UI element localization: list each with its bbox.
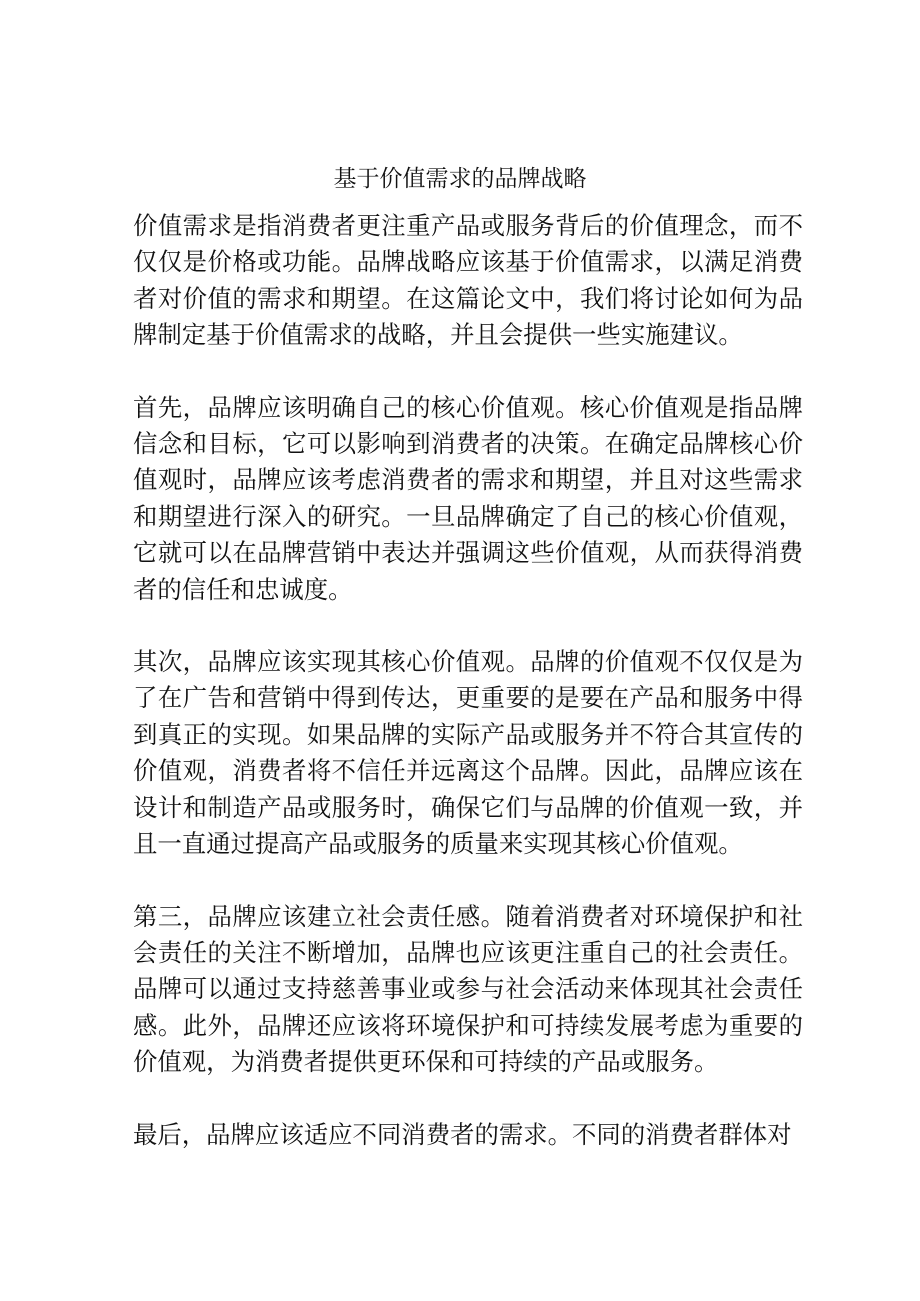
paragraph-2: 首先，品牌应该明确自己的核心价值观。核心价值观是指品牌信念和目标，它可以影响到消费者的决策。在确定品牌核心价值观时，品牌应该考虑消费者的需求和期望，并且对这些需求和期望进行深入的研究。一旦品牌确定了自己的核心价值观，它就可以在品牌营销中表达并强调这些价值观，从而获得消费者的信任和忠诚度。	[133, 392, 803, 604]
paragraph-5: 最后，品牌应该适应不同消费者的需求。不同的消费者群体对	[133, 1119, 792, 1149]
document-body	[133, 208, 803, 1189]
document-title: 基于价值需求的品牌战略	[333, 166, 587, 192]
paragraph-1: 价值需求是指消费者更注重产品或服务背后的价值理念，而不仅仅是价格或功能。品牌战略应该基于价值需求，以满足消费者对价值的需求和期望。在这篇论文中，我们将讨论如何为品牌制定基于价值需求的战略，并且会提供一些实施建议。	[133, 211, 803, 350]
paragraph-3: 其次，品牌应该实现其核心价值观。品牌的价值观不仅仅是为了在广告和营销中得到传达，更重要的是要在产品和服务中得到真正的实现。如果品牌的实际产品或服务并不符合其宣传的价值观，消费者将不信任并远离这个品牌。因此，品牌应该在设计和制造产品或服务时，确保它们与品牌的价值观一致，并且一直通过提高产品或服务的质量来实现其核心价值观。	[133, 647, 803, 859]
paragraph-4: 第三，品牌应该建立社会责任感。随着消费者对环境保护和社会责任的关注不断增加，品牌也应该更注重自己的社会责任。品牌可以通过支持慈善事业或参与社会活动来体现其社会责任感。此外，品牌还应该将环境保护和可持续发展考虑为重要的价值观，为消费者提供更环保和可持续的产品或服务。	[133, 901, 803, 1077]
